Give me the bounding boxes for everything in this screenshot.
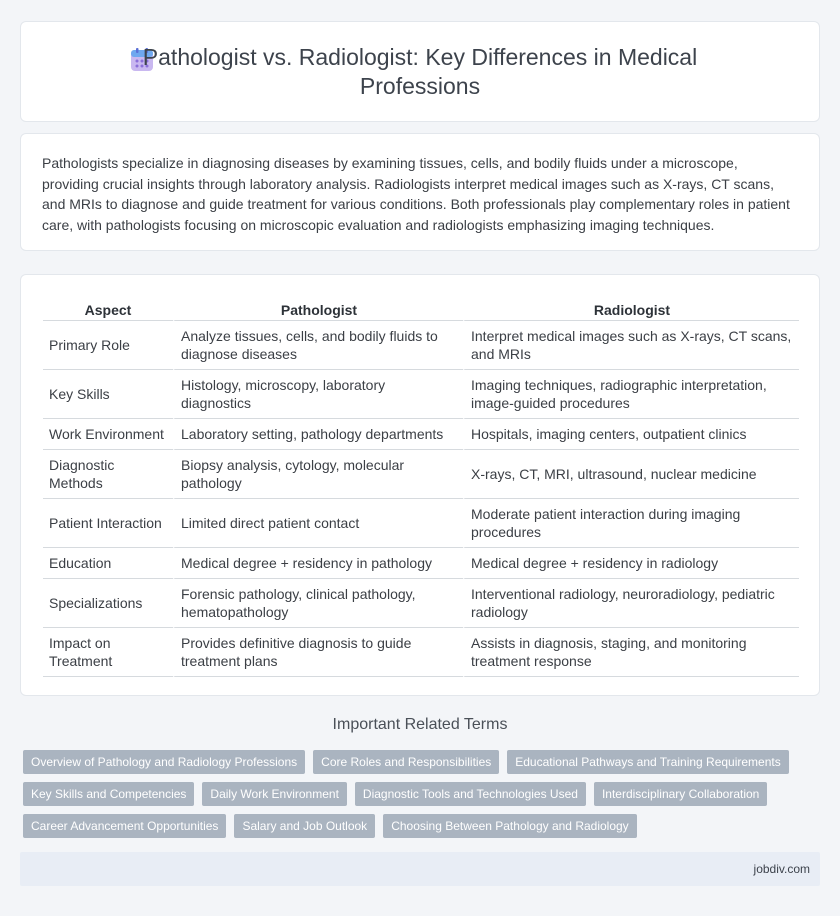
tag-link[interactable]: Choosing Between Pathology and Radiology bbox=[383, 814, 637, 838]
row-radiologist: Medical degree + residency in radiology bbox=[463, 548, 799, 579]
footer bbox=[20, 852, 820, 886]
row-pathologist: Laboratory setting, pathology departments bbox=[173, 419, 463, 450]
row-aspect: Primary Role bbox=[43, 321, 173, 370]
tag-link[interactable]: Overview of Pathology and Radiology Professions bbox=[23, 750, 305, 774]
tag-link[interactable]: Educational Pathways and Training Requirements bbox=[507, 750, 789, 774]
row-radiologist: Interpret medical images such as X-rays, CT scans, and MRIs bbox=[463, 321, 799, 370]
row-radiologist: Hospitals, imaging centers, outpatient clinics bbox=[463, 419, 799, 450]
row-pathologist: Analyze tissues, cells, and bodily fluids to diagnose diseases bbox=[173, 321, 463, 370]
tag-link[interactable]: Salary and Job Outlook bbox=[234, 814, 375, 838]
row-aspect: Diagnostic Methods bbox=[43, 450, 173, 499]
row-radiologist: Imaging techniques, radiographic interpretation, image-guided procedures bbox=[463, 370, 799, 419]
header-pathologist: Pathologist bbox=[173, 295, 463, 321]
tag-link[interactable]: Key Skills and Competencies bbox=[23, 782, 194, 806]
related-terms-tags bbox=[23, 750, 813, 846]
row-aspect: Specializations bbox=[43, 579, 173, 628]
table-row bbox=[43, 370, 799, 419]
table-row bbox=[43, 499, 799, 548]
table-row bbox=[43, 579, 799, 628]
row-pathologist: Limited direct patient contact bbox=[173, 499, 463, 548]
table-row bbox=[43, 321, 799, 370]
row-pathologist: Medical degree + residency in pathology bbox=[173, 548, 463, 579]
table-row bbox=[43, 419, 799, 450]
header-card bbox=[20, 21, 820, 122]
row-radiologist: Interventional radiology, neuroradiology, pediatric radiology bbox=[463, 579, 799, 628]
tag-link[interactable]: Interdisciplinary Collaboration bbox=[594, 782, 767, 806]
row-aspect: Education bbox=[43, 548, 173, 579]
table-row bbox=[43, 628, 799, 677]
comparison-table bbox=[43, 295, 799, 677]
table-header-row bbox=[43, 295, 799, 321]
row-radiologist: Assists in diagnosis, staging, and monitoring treatment response bbox=[463, 628, 799, 677]
comparison-card bbox=[20, 274, 820, 696]
row-aspect: Key Skills bbox=[43, 370, 173, 419]
row-pathologist: Forensic pathology, clinical pathology, hematopathology bbox=[173, 579, 463, 628]
row-aspect: Impact on Treatment bbox=[43, 628, 173, 677]
tag-link[interactable]: Core Roles and Responsibilities bbox=[313, 750, 499, 774]
tag-link[interactable]: Diagnostic Tools and Technologies Used bbox=[355, 782, 586, 806]
row-radiologist: Moderate patient interaction during imaging procedures bbox=[463, 499, 799, 548]
row-radiologist: X-rays, CT, MRI, ultrasound, nuclear medicine bbox=[463, 450, 799, 499]
tag-link[interactable]: Career Advancement Opportunities bbox=[23, 814, 226, 838]
row-aspect: Patient Interaction bbox=[43, 499, 173, 548]
intro-card bbox=[20, 133, 820, 251]
footer-site-link[interactable]: jobdiv.com bbox=[753, 862, 810, 876]
tag-link[interactable]: Daily Work Environment bbox=[202, 782, 346, 806]
header-radiologist: Radiologist bbox=[463, 295, 799, 321]
header-aspect: Aspect bbox=[43, 295, 173, 321]
row-pathologist: Biopsy analysis, cytology, molecular pathology bbox=[173, 450, 463, 499]
table-row bbox=[43, 450, 799, 499]
intro-paragraph: Pathologists specialize in diagnosing diseases by examining tissues, cells, and bodily fluids under a microscope, providing crucial insights through laboratory analysis. Radiologists interpret medical images such as X-rays, CT scans, and MRIs to diagnose and guide treatment for various conditions. Both professionals play complementary roles in patient care, with pathologists focusing on microscopic evaluation and radiologists emphasizing imaging techniques. bbox=[42, 155, 790, 233]
row-pathologist: Histology, microscopy, laboratory diagnostics bbox=[173, 370, 463, 419]
table-row bbox=[43, 548, 799, 579]
row-aspect: Work Environment bbox=[43, 419, 173, 450]
related-terms-title: Important Related Terms bbox=[332, 716, 508, 733]
page-title: Pathologist vs. Radiologist: Key Differences in Medical Professions bbox=[142, 43, 698, 99]
row-pathologist: Provides definitive diagnosis to guide treatment plans bbox=[173, 628, 463, 677]
